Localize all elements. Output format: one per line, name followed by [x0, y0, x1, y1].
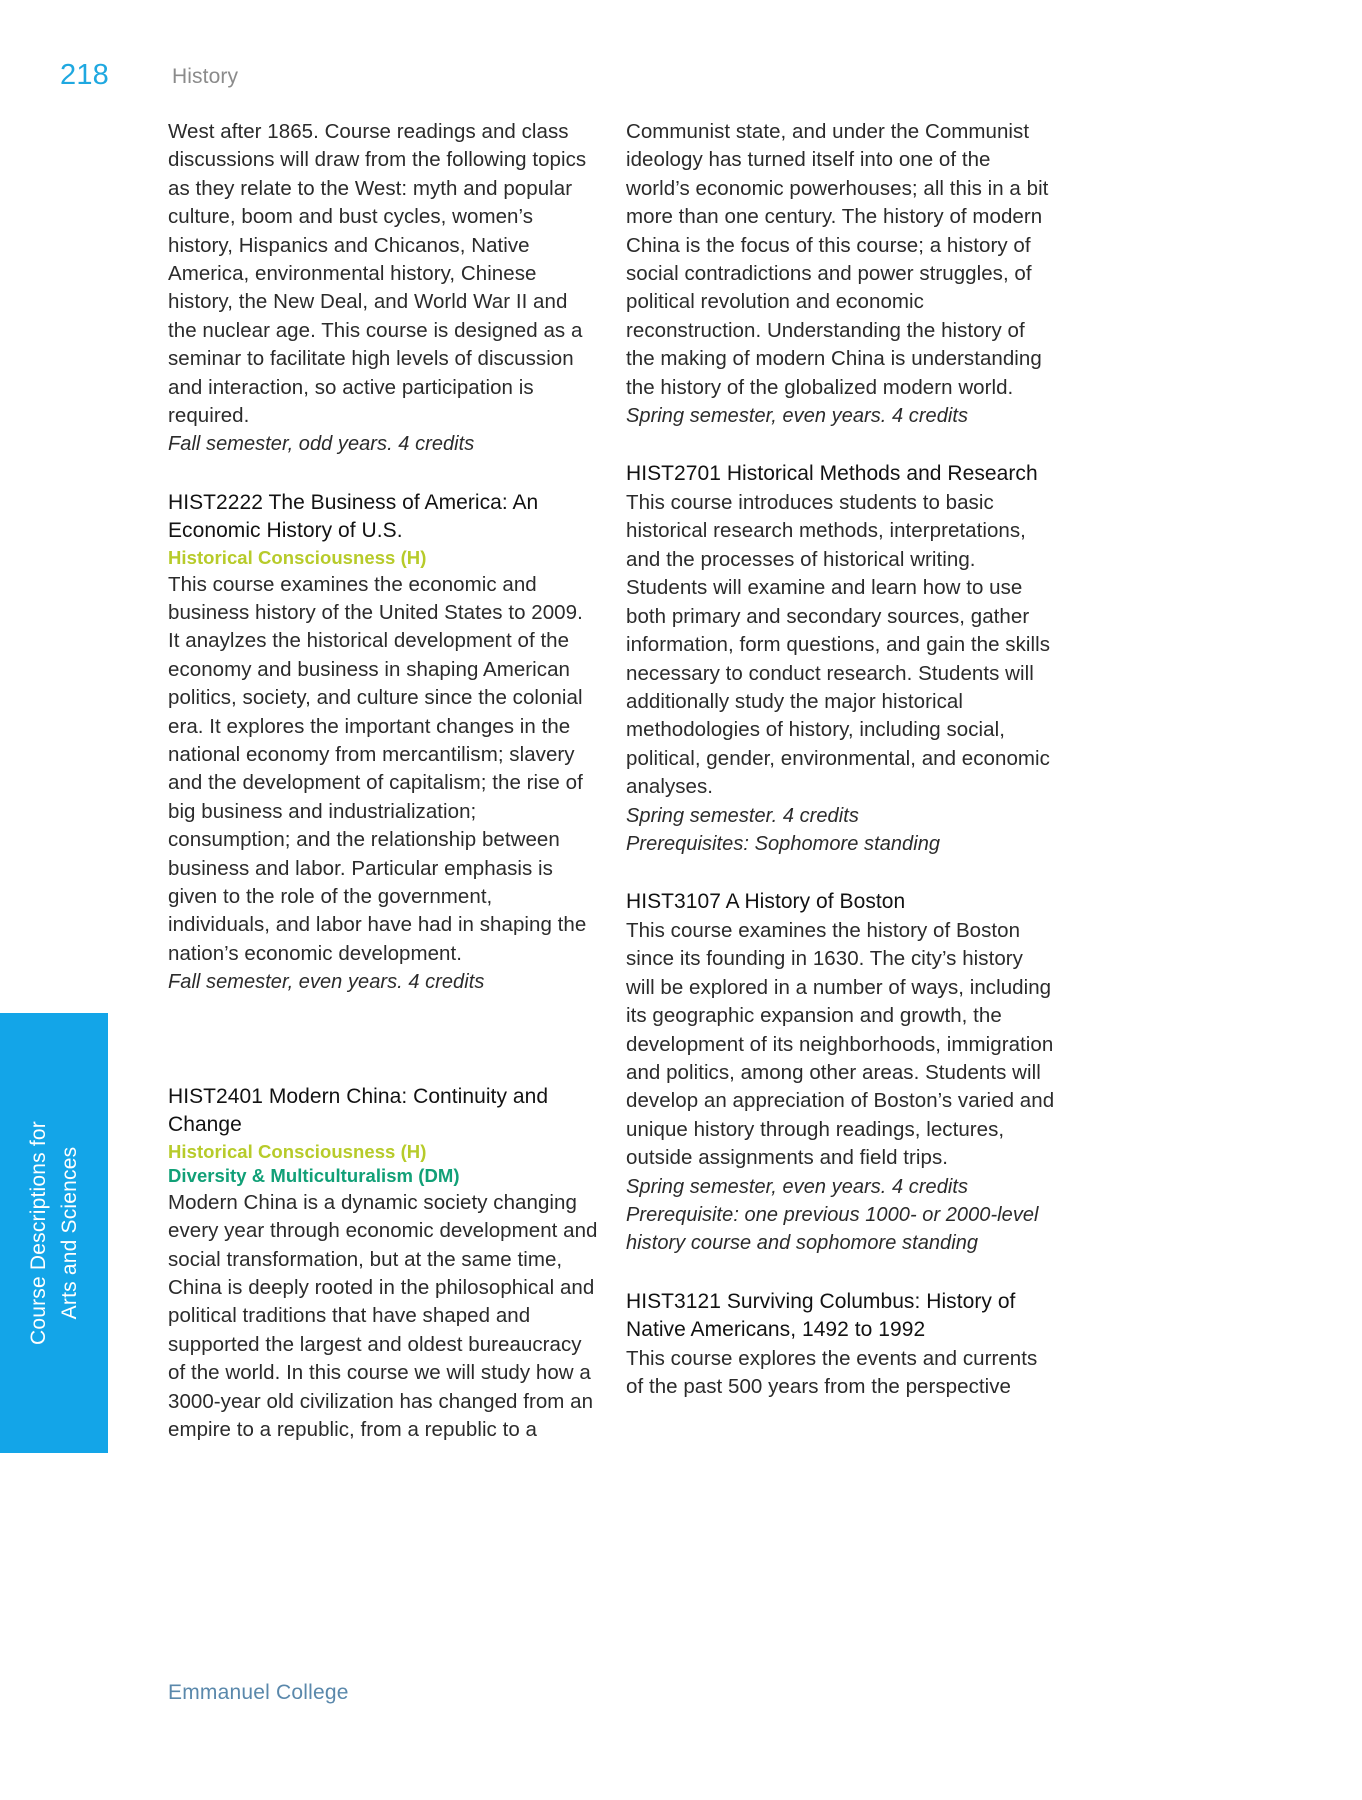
right-column [626, 118, 1056, 1402]
course-title: HIST3107 A History of Boston [626, 890, 906, 914]
page-number: 218 [60, 59, 109, 91]
course-schedule-note: Spring semester, even years. 4 credits [626, 405, 969, 428]
course-title: HIST2222 The Business of America: An Economic History of U.S. [168, 490, 539, 543]
left-column [168, 118, 598, 1445]
course-description: Modern China is a dynamic society changing every year through economic development and social transformation, but at the same time, China is deeply rooted in the philosophical and political traditions that have shaped and supported the largest and oldest bureaucracy of the world. In this course we will study how a 3000-year old civilization has changed from an empire to a republic, from a republic to a [168, 1190, 598, 1442]
course-schedule-note: Spring semester, even years. 4 credits [626, 1175, 969, 1198]
running-head-section: History [172, 65, 239, 88]
course-attribute-historical-consciousness: Historical Consciousness (H) [168, 547, 427, 569]
course-prerequisite-note: Prerequisites: Sophomore standing [626, 832, 941, 855]
side-tab-label [23, 1018, 85, 1448]
course-attribute-diversity-multiculturalism: Diversity & Multiculturalism (DM) [168, 1165, 460, 1187]
side-tab-label-line2: Arts and Sciences [58, 1146, 81, 1320]
course-description: This course examines the economic and business history of the United States to 2009. It anaylzes the historical development of the economy and business in shaping American politics, society, and culture since the colonial era. It explores the important changes in the national economy from mercantilism; slavery and the development of capitalism; the rise of big business and industrialization; consumption; and the relationship between business and labor. Particular emphasis is given to the role of the government, individuals, and labor have had in shaping the nation’s economic development. [168, 572, 587, 965]
content-columns [168, 118, 1068, 1538]
course-schedule-note: Spring semester. 4 credits [626, 804, 859, 827]
side-tab-label-line1: Course Descriptions for [27, 1121, 50, 1346]
course-title: HIST2701 Historical Methods and Research [626, 462, 1038, 486]
course-title: HIST3121 Surviving Columbus: History of Native Americans, 1492 to 1992 [626, 1289, 1016, 1342]
side-tab-course-descriptions [0, 1013, 108, 1453]
course-entry [626, 460, 1056, 858]
course-entry [168, 489, 598, 997]
continued-paragraph: West after 1865. Course readings and class discussions will draw from the following topics as they relate to the West: myth and popular culture, boom and bust cycles, women’s history, Hispanics and Chicanos, Native America, environmental history, Chinese history, the New Deal, and World War II and the nuclear age. This course is designed as a seminar to facilitate high levels of discussion and interaction, so active participation is required. [168, 120, 587, 428]
course-title: HIST2401 Modern China: Continuity and Change [168, 1084, 549, 1137]
course-schedule-note: Fall semester, odd years. 4 credits [168, 433, 475, 456]
page-header [0, 58, 1362, 102]
course-description: This course explores the events and currents of the past 500 years from the perspective [626, 1347, 1038, 1399]
column-spacer [168, 997, 598, 1053]
course-entry [626, 888, 1056, 1257]
course-entry [626, 1288, 1056, 1402]
course-schedule-note: Fall semester, even years. 4 credits [168, 971, 485, 994]
course-entry [168, 1083, 598, 1445]
footer-institution: Emmanuel College [168, 1681, 349, 1704]
course-description: This course introduces students to basic historical research methods, interpretations, and the processes of historical writing. Students will examine and learn how to use both primary and secondary sources, gather information, form questions, and gain the skills necessary to conduct research. Students will additionally study the major historical methodologies of history, including social, political, gender, environmental, and economic analyses. [626, 491, 1051, 799]
course-prerequisite-note: Prerequisite: one previous 1000- or 2000-level history course and sophomore standing [626, 1204, 1039, 1255]
continued-paragraph: Communist state, and under the Communist ideology has turned itself into one of the world’s economic powerhouses; all this in a bit more than one century. The history of modern China is the focus of this course; a history of social contradictions and power struggles, of political revolution and economic reconstruction. Understanding the history of the making of modern China is understanding the history of the globalized modern world. [626, 120, 1049, 399]
course-attribute-historical-consciousness: Historical Consciousness (H) [168, 1140, 427, 1162]
course-description: This course examines the history of Boston since its founding in 1630. The city’s history will be explored in a number of ways, including its geographic expansion and growth, the development of its neighborhoods, immigration and politics, among other areas. Students will develop an appreciation of Boston’s varied and unique history through readings, lectures, outside assignments and field trips. [626, 918, 1055, 1170]
